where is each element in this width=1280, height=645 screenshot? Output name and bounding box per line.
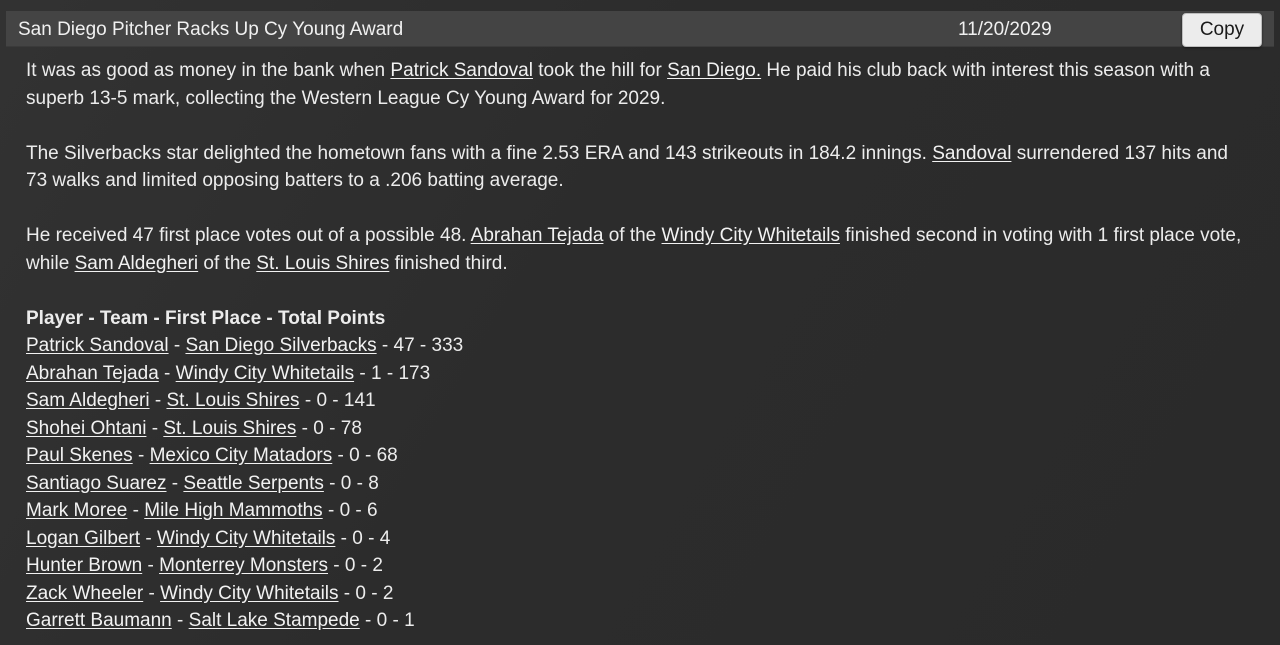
- separator: -: [365, 582, 383, 604]
- vote-row: [26, 415, 1246, 443]
- separator: -: [299, 390, 317, 411]
- total-points: 8: [368, 472, 379, 494]
- separator: -: [414, 335, 432, 356]
- vote-team-link[interactable]: San Diego Silverbacks: [185, 335, 377, 356]
- player-link[interactable]: Patrick Sandoval: [390, 60, 533, 81]
- separator: -: [168, 335, 186, 356]
- separator: -: [376, 335, 394, 356]
- total-points: 78: [340, 417, 362, 439]
- article-paragraph-3: [26, 222, 1246, 277]
- total-points: 1: [404, 610, 415, 631]
- vote-row: [26, 552, 1246, 580]
- total-points: 6: [367, 500, 378, 521]
- paragraph-text: finished third.: [389, 252, 508, 274]
- paragraph-text: of the: [603, 225, 662, 246]
- vote-team-link[interactable]: St. Louis Shires: [166, 390, 300, 411]
- paragraph-text: The Silverbacks star delighted the hometown fans with a fine 2.53 ERA and 143 strikeouts in 184.2 innings.: [26, 142, 933, 164]
- paragraph-text: surrendered 137 hits and 73 walks and limited opposing batters to a .206 batting average.: [26, 142, 1228, 191]
- paragraph-text: of the: [198, 252, 257, 274]
- vote-row: [26, 332, 1246, 360]
- separator: -: [359, 610, 377, 631]
- vote-player-link[interactable]: Zack Wheeler: [26, 582, 144, 604]
- vote-player-link[interactable]: Garrett Baumann: [26, 610, 172, 631]
- vote-player-link[interactable]: Paul Skenes: [26, 445, 133, 466]
- vote-row: [26, 360, 1246, 388]
- total-points: 141: [343, 390, 376, 411]
- article-title: San Diego Pitcher Racks Up Cy Young Award: [18, 19, 404, 40]
- separator: -: [142, 555, 160, 576]
- vote-team-link[interactable]: Salt Lake Stampede: [188, 610, 360, 631]
- player-link[interactable]: Sandoval: [932, 142, 1012, 164]
- article-paragraph-2: [26, 140, 1246, 195]
- separator: -: [332, 445, 350, 466]
- vote-player-link[interactable]: Logan Gilbert: [26, 527, 141, 549]
- vote-team-link[interactable]: Mexico City Matadors: [149, 445, 333, 466]
- first-place-votes: 0: [344, 555, 356, 576]
- separator: -: [338, 582, 356, 604]
- paragraph-text: He paid his club back with interest this season with a superb 13-5 mark, collecting the Western League Cy Young Award for 2029.: [26, 60, 1210, 109]
- separator: -: [355, 555, 373, 576]
- separator: -: [127, 500, 145, 521]
- team-link[interactable]: Windy City Whitetails: [661, 225, 840, 246]
- vote-player-link[interactable]: Hunter Brown: [26, 555, 143, 576]
- team-link[interactable]: San Diego.: [667, 60, 762, 81]
- separator: -: [296, 417, 314, 439]
- vote-team-link[interactable]: Windy City Whitetails: [156, 527, 336, 549]
- first-place-votes: 47: [393, 335, 415, 356]
- total-points: 173: [398, 362, 431, 384]
- separator: -: [323, 417, 341, 439]
- vote-player-link[interactable]: Abrahan Tejada: [26, 362, 159, 384]
- paragraph-text: He received 47 first place votes out of a possible 48.: [26, 225, 471, 246]
- paragraph-text: It was as good as money in the bank when: [26, 60, 391, 81]
- separator: -: [354, 362, 371, 384]
- vote-row: [26, 580, 1246, 608]
- vote-player-link[interactable]: Santiago Suarez: [26, 472, 167, 494]
- vote-player-link[interactable]: Patrick Sandoval: [26, 335, 169, 356]
- vote-player-link[interactable]: Sam Aldegheri: [26, 390, 150, 411]
- vote-team-link[interactable]: Mile High Mammoths: [144, 500, 323, 521]
- separator: -: [322, 500, 340, 521]
- first-place-votes: 0: [339, 500, 351, 521]
- paragraph-text: took the hill for: [532, 60, 668, 81]
- separator: -: [171, 610, 189, 631]
- vote-team-link[interactable]: Seattle Serpents: [183, 472, 324, 494]
- total-points: 2: [372, 555, 383, 576]
- first-place-votes: 0: [349, 445, 360, 466]
- separator: -: [362, 527, 380, 549]
- separator: -: [143, 582, 161, 604]
- total-points: 68: [376, 445, 398, 466]
- separator: -: [140, 527, 157, 549]
- player-link[interactable]: Sam Aldegheri: [74, 252, 199, 274]
- separator: -: [132, 445, 150, 466]
- separator: -: [328, 555, 345, 576]
- first-place-votes: 0: [340, 472, 352, 494]
- total-points: 333: [431, 335, 464, 356]
- separator: -: [351, 472, 369, 494]
- first-place-votes: 0: [316, 390, 328, 411]
- separator: -: [166, 472, 184, 494]
- copy-button[interactable]: Copy: [1182, 13, 1262, 47]
- first-place-votes: 1: [370, 362, 382, 384]
- paragraph-text: finished second in voting with 1 first place vote, while: [26, 225, 1242, 274]
- separator: -: [327, 390, 344, 411]
- vote-table-header: Player - Team - First Place - Total Points: [26, 307, 386, 329]
- separator: -: [335, 527, 353, 549]
- vote-row: [26, 442, 1246, 470]
- vote-team-link[interactable]: Windy City Whitetails: [160, 582, 339, 604]
- vote-row: [26, 525, 1246, 553]
- vote-row: [26, 470, 1246, 498]
- separator: -: [387, 610, 405, 631]
- article-body: [26, 57, 1246, 635]
- separator: -: [350, 500, 368, 521]
- first-place-votes: 0: [313, 417, 324, 439]
- separator: -: [381, 362, 399, 384]
- vote-team-link[interactable]: Monterrey Monsters: [159, 555, 329, 576]
- vote-team-link[interactable]: Windy City Whitetails: [175, 362, 355, 384]
- separator: -: [149, 390, 167, 411]
- team-link[interactable]: St. Louis Shires: [256, 252, 390, 274]
- vote-results-list: [26, 332, 1246, 635]
- first-place-votes: 0: [355, 582, 366, 604]
- vote-team-link[interactable]: St. Louis Shires: [163, 417, 297, 439]
- vote-row: [26, 387, 1246, 415]
- player-link[interactable]: Abrahan Tejada: [470, 225, 604, 246]
- vote-row: [26, 607, 1246, 635]
- separator: -: [359, 445, 377, 466]
- article-date: 11/20/2029: [958, 19, 1052, 40]
- separator: -: [158, 362, 176, 384]
- vote-player-link[interactable]: Shohei Ohtani: [26, 417, 147, 439]
- article-header-bar: [6, 11, 1274, 47]
- total-points: 2: [382, 582, 394, 604]
- total-points: 4: [379, 527, 391, 549]
- vote-player-link[interactable]: Mark Moree: [26, 500, 128, 521]
- first-place-votes: 0: [352, 527, 363, 549]
- article-paragraph-1: [26, 57, 1246, 112]
- vote-row: [26, 497, 1246, 525]
- first-place-votes: 0: [376, 610, 388, 631]
- separator: -: [323, 472, 341, 494]
- separator: -: [146, 417, 164, 439]
